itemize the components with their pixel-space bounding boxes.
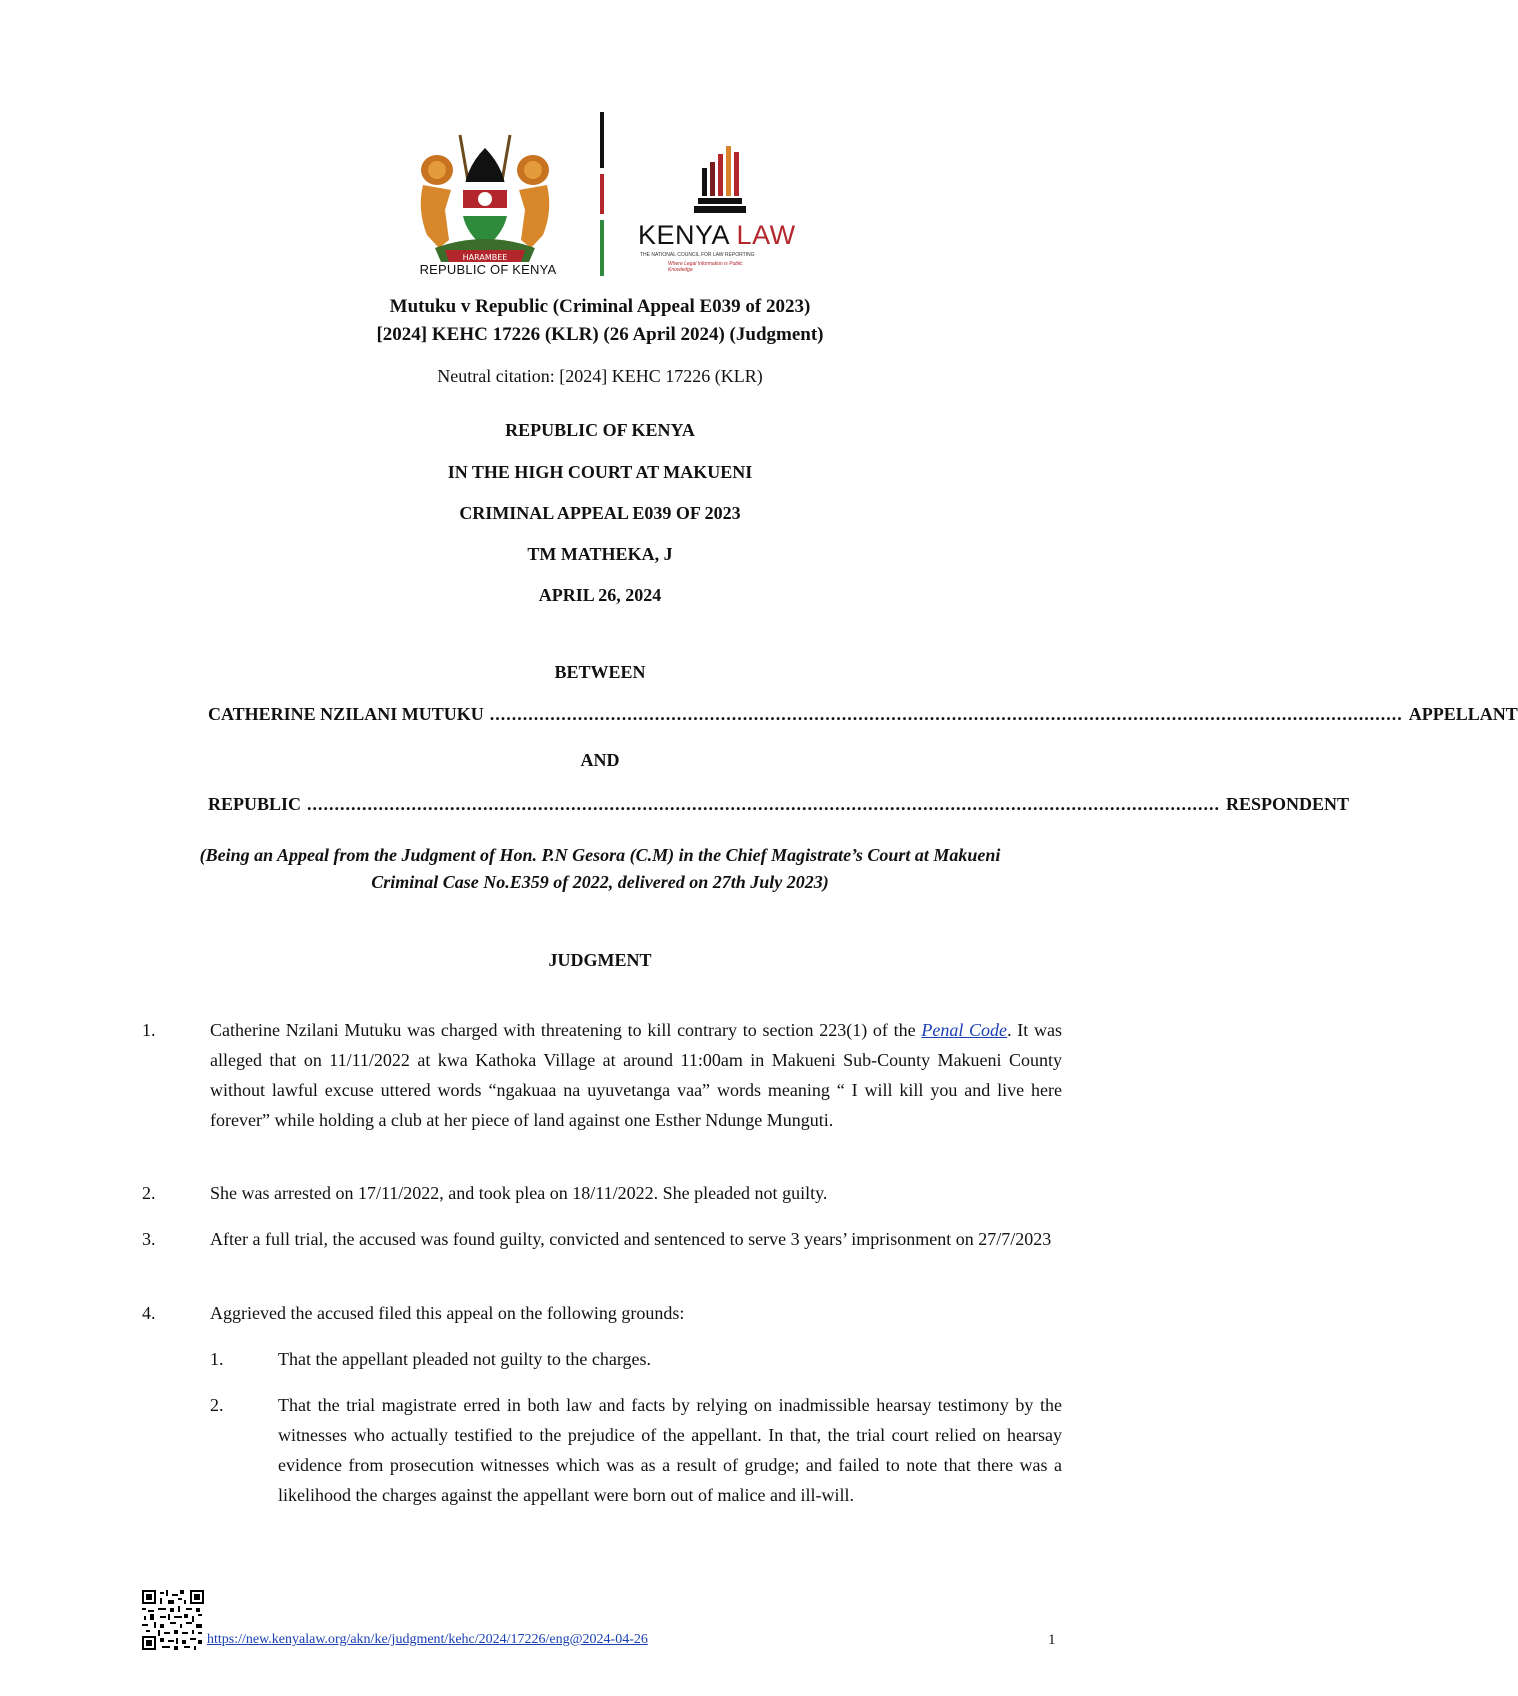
case-title: Mutuku v Republic (Criminal Appeal E039 of 2023) (389, 296, 811, 317)
appellant-role: APPELLANT (1408, 704, 1518, 724)
case-number-heading: CRIMINAL APPEAL E039 OF 2023 (459, 503, 741, 523)
coat-caption: REPUBLIC OF KENYA (419, 262, 557, 277)
ground-1 (210, 1344, 1062, 1374)
appellant-line (208, 704, 1518, 725)
page-footer (0, 1590, 1200, 1650)
paragraph-1 (142, 1015, 1062, 1135)
case-citation: [2024] KEHC 17226 (KLR) (26 April 2024) (Judgment) (376, 324, 824, 345)
paragraph-3 (142, 1224, 1062, 1254)
republic-heading: REPUBLIC OF KENYA (505, 420, 695, 440)
respondent-role: RESPONDENT (1226, 794, 1350, 814)
ground-2 (210, 1390, 1062, 1510)
paragraph-number: 3. (142, 1229, 156, 1249)
paragraph-4 (142, 1298, 1062, 1328)
paragraph-text: She was arrested on 17/11/2022, and took plea on 18/11/2022. She pleaded not guilty. (210, 1183, 828, 1203)
kenya-law-tagline: Where Legal Information is Public Knowledge (668, 261, 743, 273)
respondent-leader-dots: ...................................................................................................................................................................... (307, 794, 1221, 814)
respondent-line (208, 794, 1350, 815)
respondent-name: REPUBLIC (208, 794, 302, 814)
kenya-law-subtitle: THE NATIONAL COUNCIL FOR LAW REPORTING (640, 252, 755, 258)
appeal-note: (Being an Appeal from the Judgment of Hon. P.N Gesora (C.M) in the Chief Magistrate’s Court at Makueni Criminal Case No.E359 of 2022, delivered on 27th July 2023) (199, 845, 1001, 892)
paragraph-number: 2. (142, 1183, 156, 1203)
flag-divider (600, 112, 604, 276)
ground-number: 1. (210, 1349, 224, 1369)
footer-url-link[interactable]: https://new.kenyalaw.org/akn/ke/judgment/kehc/2024/17226/eng@2024-04-26 (207, 1632, 648, 1647)
svg-text:HARAMBEE: HARAMBEE (462, 253, 508, 262)
appellant-leader-dots: ...................................................................................................................................................................... (489, 704, 1403, 724)
paragraph-number: 4. (142, 1303, 156, 1323)
ground-text: That the appellant pleaded not guilty to the charges. (278, 1349, 652, 1369)
kenya-law-wordmark (638, 220, 796, 251)
kenya-law-pillars-icon (690, 142, 750, 220)
paragraph-text: Aggrieved the accused filed this appeal on the following grounds: (210, 1303, 685, 1323)
court-heading: IN THE HIGH COURT AT MAKUENI (447, 462, 753, 482)
between-heading: BETWEEN (554, 662, 646, 682)
paragraph-2 (142, 1178, 1062, 1208)
judgment-heading: JUDGMENT (548, 950, 652, 970)
coat-of-arms-icon (405, 130, 565, 280)
page-number: 1 (1048, 1632, 1056, 1648)
ground-text: That the trial magistrate erred in both law and facts by relying on inadmissible hearsay testimony by the witnesses who actually testified to the prejudice of the appellant. In that, the trial court relied on hearsay evidence from prosecution witnesses which was as a result of grudge; and failed to note that there was a likelihood the charges against the appellant were born out of malice and ill-will. (278, 1395, 1062, 1505)
kenya-law-wordmark-kenya: KENYA (638, 220, 737, 250)
judge-heading: TM MATHEKA, J (527, 544, 673, 564)
header-logos (0, 112, 1200, 282)
paragraph-text-part: . It was alleged that on 11/11/2022 at kwa Kathoka Village at around 11:00am in Makueni Sub-County Makueni County without lawful excuse uttered words “ngakuaa na uyuvetanga vaa” words meaning “ I will kill you and live here forever” while holding a club at her piece of land against one Esther Ndunge Munguti. (210, 1020, 1062, 1130)
qr-code-icon[interactable] (142, 1590, 204, 1650)
paragraph-text (210, 1015, 1062, 1135)
penal-code-link[interactable]: Penal Code (921, 1020, 1008, 1040)
date-heading: APRIL 26, 2024 (538, 585, 662, 605)
ground-number: 2. (210, 1395, 224, 1415)
and-heading: AND (580, 750, 620, 770)
paragraph-text: After a full trial, the accused was found guilty, convicted and sentenced to serve 3 years’ imprisonment on 27/7/2023 (210, 1229, 1052, 1249)
appellant-name: CATHERINE NZILANI MUTUKU (208, 704, 484, 724)
kenya-law-wordmark-law: LAW (736, 220, 796, 250)
neutral-citation: Neutral citation: [2024] KEHC 17226 (KLR) (437, 366, 763, 386)
paragraph-text-part: Catherine Nzilani Mutuku was charged with threatening to kill contrary to section 223(1) of the (210, 1020, 922, 1040)
paragraph-number: 1. (142, 1020, 156, 1040)
